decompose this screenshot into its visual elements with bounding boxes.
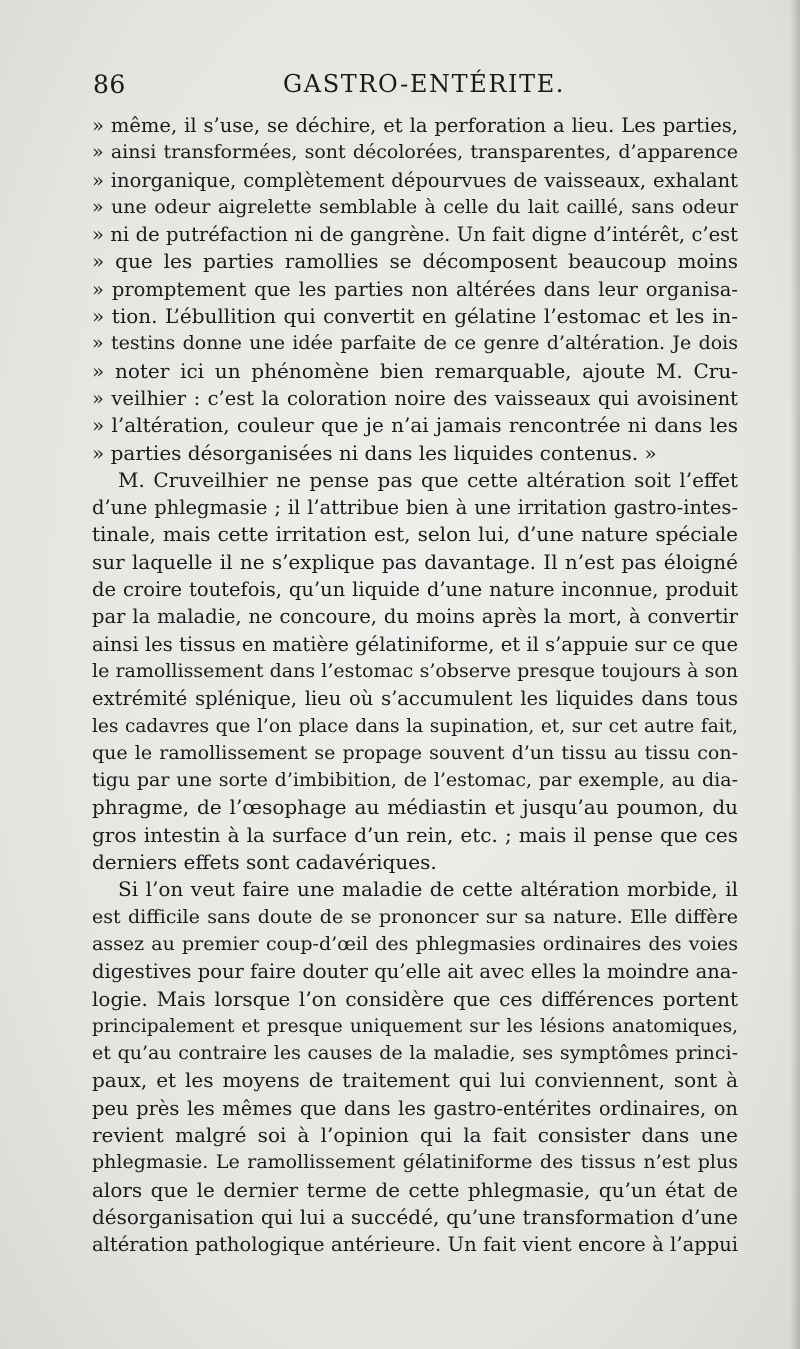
text-line: » parties désorganisées ni dans les liquides contenus. » <box>92 440 657 465</box>
text-line: désorganisation qui lui a succédé, qu’une transformation d’une <box>92 1204 738 1229</box>
text-line: alors que le dernier terme de cette phlegmasie, qu’un état de <box>92 1177 738 1202</box>
text-line: altération pathologique antérieure. Un fait vient encore à l’appui <box>92 1233 738 1257</box>
text-line: » que les parties ramollies se décomposent beaucoup moins <box>92 249 738 274</box>
text-line: » ainsi transformées, sont décolorées, transparentes, d’apparence <box>92 141 738 164</box>
text-line: principalement et presque uniquement sur les lésions anatomiques, <box>92 1015 738 1037</box>
text-line: » l’altération, couleur que je n’ai jamais rencontrée ni dans les <box>92 413 738 438</box>
text-line: » une odeur aigrelette semblable à celle du lait caillé, sans odeur <box>92 195 738 218</box>
text-line: ainsi les tissus en matière gélatiniforme, et il s’appuie sur ce que <box>92 632 738 656</box>
text-line: est difficile sans doute de se prononcer sur sa nature. Elle diffère <box>92 905 738 928</box>
text-line: que le ramollissement se propage souvent d’un tissu au tissu con- <box>92 741 738 764</box>
text-line: » tion. L’ébullition qui convertit en gélatine l’estomac et les in- <box>92 304 738 329</box>
paragraph-start-line: M. Cruveilhier ne pense pas que cette altération soit l’effet <box>118 467 738 492</box>
text-line: digestives pour faire douter qu’elle ait avec elles la moindre ana- <box>92 960 738 984</box>
text-line: sur laquelle il ne s’explique pas davantage. Il n’est pas éloigné <box>92 549 738 574</box>
text-line: par la maladie, ne concoure, du moins après la mort, à convertir <box>92 605 738 629</box>
text-line: et qu’au contraire les causes de la maladie, ses symptômes princi- <box>92 1042 738 1065</box>
text-line: » ni de putréfaction ni de gangrène. Un fait digne d’intérêt, c’est <box>92 223 738 247</box>
text-line: » inorganique, complètement dépourvues de vaisseaux, exhalant <box>92 168 738 192</box>
text-line: » promptement que les parties non altérées dans leur organisa- <box>92 277 738 301</box>
text-line: » même, il s’use, se déchire, et la perforation a lieu. Les parties, <box>92 114 738 137</box>
text-line: paux, et les moyens de traitement qui lui conviennent, sont à <box>92 1068 738 1093</box>
body-text <box>92 112 738 1258</box>
text-line: d’une phlegmasie ; il l’attribue bien à une irritation gastro-intes- <box>92 496 738 520</box>
text-line: logie. Mais lorsque l’on considère que ces différences portent <box>92 986 738 1011</box>
text-line: de croire toutefois, qu’un liquide d’une nature inconnue, produit <box>92 578 738 602</box>
text-line: assez au premier coup-d’œil des phlegmasies ordinaires des voies <box>92 932 738 955</box>
text-line: » veilhier : c’est la coloration noire des vaisseaux qui avoisinent <box>92 386 738 410</box>
text-line: extrémité splénique, lieu où s’accumulent les liquides dans tous <box>92 687 738 711</box>
page-header <box>93 70 733 106</box>
text-line: » testins donne une idée parfaite de ce genre d’altération. Je dois <box>92 332 738 355</box>
running-head: GASTRO-ENTÉRITE. <box>283 70 566 98</box>
text-line: tinale, mais cette irritation est, selon lui, d’une nature spéciale <box>92 522 738 547</box>
text-line: gros intestin à la surface d’un rein, etc. ; mais il pense que ces <box>92 822 738 847</box>
text-line: les cadavres que l’on place dans la supination, et, sur cet autre fait, <box>92 715 738 737</box>
text-line: » noter ici un phénomène bien remarquable, ajoute M. Cru- <box>92 358 738 383</box>
text-line: peu près les mêmes que dans les gastro-entérites ordinaires, on <box>92 1096 738 1120</box>
text-line: tigu par une sorte d’imbibition, de l’estomac, par exemple, au dia- <box>92 769 738 792</box>
text-line: le ramollissement dans l’estomac s’observe presque toujours à son <box>92 659 738 682</box>
text-line: revient malgré soi à l’opinion qui la fait consister dans une <box>92 1122 738 1147</box>
text-line: phragme, de l’œsophage au médiastin et jusqu’au poumon, du <box>92 795 738 820</box>
page-number: 86 <box>93 70 126 99</box>
text-line: phlegmasie. Le ramollissement gélatiniforme des tissus n’est plus <box>92 1151 738 1174</box>
paragraph-start-line: Si l’on veut faire une maladie de cette altération morbide, il <box>118 877 738 902</box>
page-gutter-shadow <box>790 0 800 1349</box>
text-line: derniers effets sont cadavériques. <box>92 850 437 875</box>
